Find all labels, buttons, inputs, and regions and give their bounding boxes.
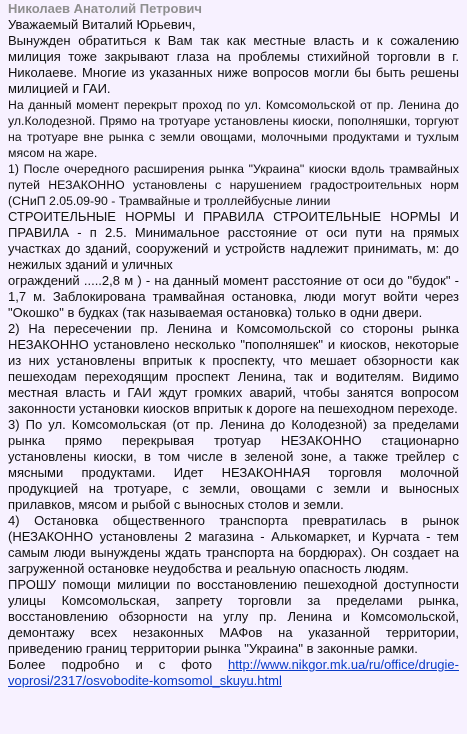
footer-line — [8, 657, 459, 689]
paragraph-request: ПРОШУ помощи милиции по восстановлению пешеходной доступности улицы Комсомольская, запрету торговли за пределами рынка, восстановлению обзорности на углу пр. Ленина и Комсомольской, демонтажу всех незаконных МАФов на указанной территории, приведению границ территории рынка "Украина" в законные рамки. — [8, 577, 459, 656]
article-link[interactable]: http://www.nikgor.mk.ua/ru/office/drugie-voprosi/2317/osvobodite-komsomol_skuyu.html — [8, 657, 459, 688]
paragraph-intro: Вынужден обратиться к Вам так как местные власть и к сожалению милиция тоже закрывают глаза на проблемы стихийной торговли в г. Николаеве. Многие из указанных ниже вопросов могли бы быть решены милицией и ГАИ. — [8, 33, 459, 96]
author-name: Николаев Анатолий Петрович — [8, 1, 202, 16]
paragraph-situation: На данный момент перекрыт проход по ул. Комсомольской от пр. Ленина до ул.Колодезной. Прямо на тротуаре установлены киоски, пополняшки, торгуют на тротуаре вне рынка с земли овощами, молочными продуктами и тухлым мясом на жаре. — [8, 98, 459, 160]
paragraph-norms: СТРОИТЕЛЬНЫЕ НОРМЫ И ПРАВИЛА СТРОИТЕЛЬНЫЕ НОРМЫ И ПРАВИЛА - п 2.5. Минимальное расстояние от оси пути на прямых участках до зданий, сооружений и устройств надлежит принимать, м: до нежилых зданий и уличных — [8, 209, 459, 272]
footer-text: Более подробно и с фото — [8, 657, 212, 672]
greeting: Уважаемый Виталий Юрьевич, — [8, 17, 196, 32]
paragraph-point-4: 4) Остановка общественного транспорта превратилась в рынок (НЕЗАКОННО установлены 2 магазина - Алькомаркет, и Курчата - тем самым люди вынуждены ждать транспорта на бордюрах). Он создает на загруженной остановке неудобства и реальную опасность людям. — [8, 513, 459, 576]
paragraph-point-1: 1) После очередного расширения рынка "Украина" киоски вдоль трамвайных путей НЕЗАКОННО установлены с нарушением градостроительных норм (СНиП 2.05.09-90 - Трамвайные и троллейбусные линии — [8, 162, 459, 208]
paragraph-point-2: 2) На пересечении пр. Ленина и Комсомольской со стороны рынка НЕЗАКОННО установлено несколько "пополняшек" и киосков, некоторые из них установлены впритык к проспекту, что мешает обзорности как пешеходам переходящим проспект Ленина, так и водителям. Видимо местная власть и ГАИ ждут громких аварий, чтобы занятся вопросом законности установки киосков впритык к дороге на пешеходном переходе. — [8, 321, 459, 416]
paragraph-norms-continued: ограждений .....2,8 м ) - на данный момент расстояние от оси до "будок" - 1,7 м. Заблокирована трамвайная остановка, люди могут войти через "Окошко" в будках (так называемая остановка) только в одни двери. — [8, 273, 459, 320]
paragraph-point-3: 3) По ул. Комсомольская (от пр. Ленина до Колодезной) за пределами рынка прямо перекрывая тротуар НЕЗАКОННО стационарно установлены киоски, в том числе в зеленой зоне, а также трейлер с мясными продуктами. Идет НЕЗАКОННАЯ торговля молочной продукцией на тротуаре, с земли, овощами с земли и выносных прилавков, мясом и рыбой с выносных столов и земли. — [8, 417, 459, 512]
